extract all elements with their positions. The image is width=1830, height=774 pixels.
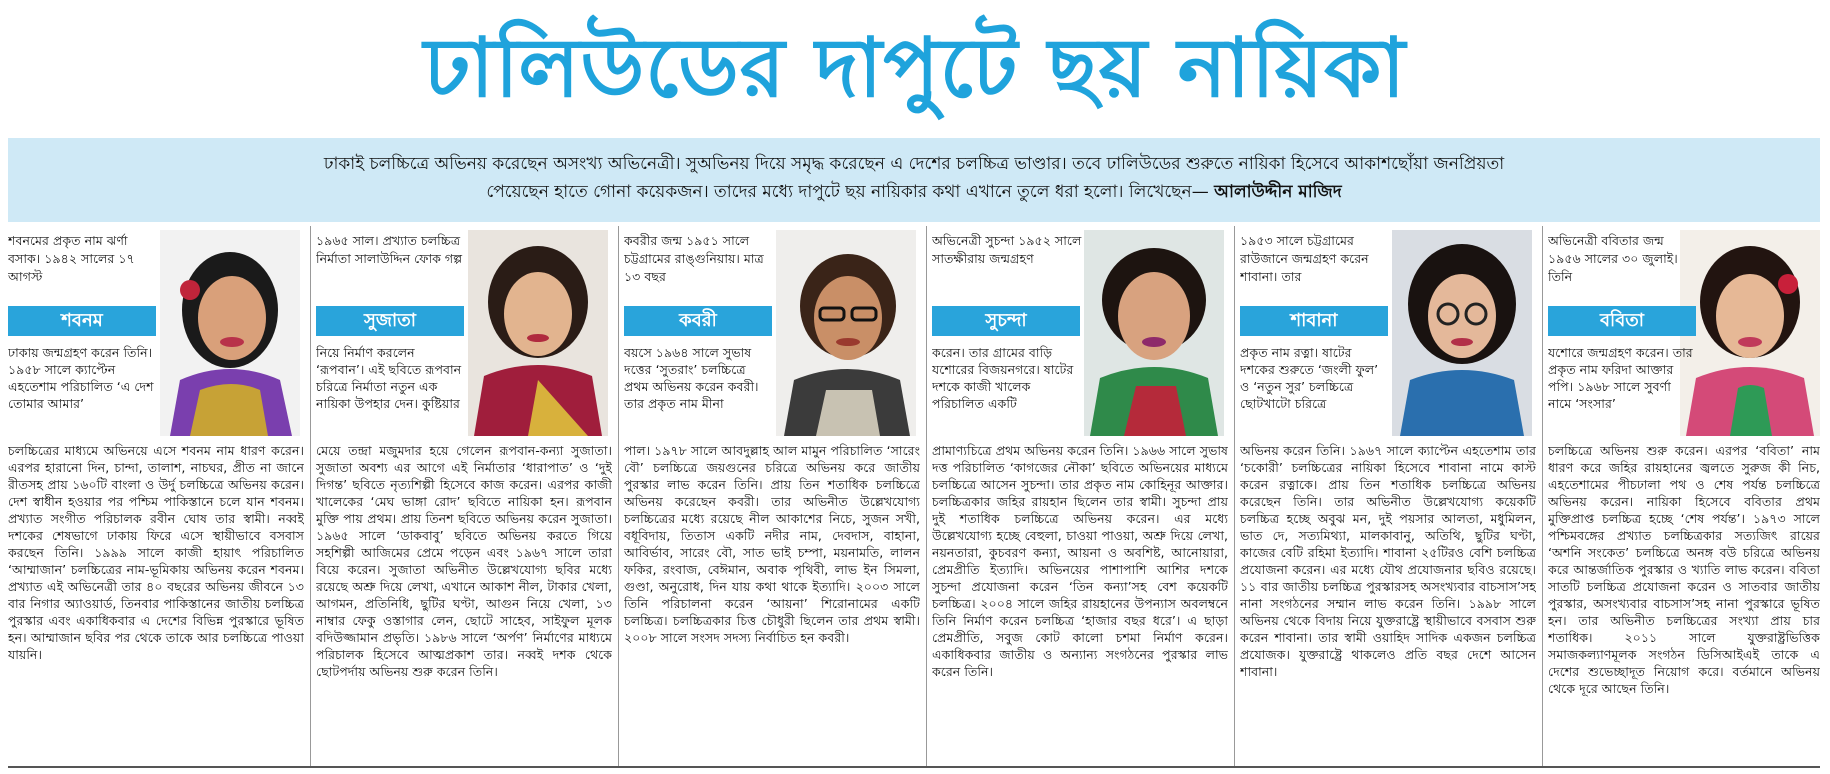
profile-body-text: চলচ্চিত্রে অভিনয় শুরু করেন। এরপর ‘ববিতা’ নাম ধারণ করে জহির রায়হানের জ্বলতে সুরুজ কী নিচ, এহতেশামের পীচঢালা পথ ও শেষ পর্যন্ত চলচ্চিত্রে অভিনয় করেন। নায়িকা হিসেবে ববিতার প্রথম মুক্তিপ্রাপ্ত চলচ্চিত্র হচ্ছে ‘শেষ পর্যন্ত’। ১৯৭৩ সালে পশ্চিমবঙ্গের প্রখ্যাত চলচ্চিত্রকার সত্যজিৎ রায়ের ‘অশনি সংকেত’ চলচ্চিত্রে অনঙ্গ বউ চরিত্রে অভিনয় করে আন্তর্জাতিক পুরস্কার ও খ্যাতি লাভ করেন। ববিতা সাতটি চলচ্চিত্র প্রযোজনা করেন ও সাতবার জাতীয় পুরস্কার, অসংখ্যবার বাচসাস’সহ নানা পুরস্কারে ভূষিত হন। তার অভিনীত চলচ্চিত্রের সংখ্যা প্রায় চার শতাধিক। ২০১১ সালে যুক্তরাষ্ট্রভিত্তিক সমাজকল্যাণমূলক সংগঠন ডিসিআইএই তাকে এ দেশের শুভেচ্ছাদূত নিয়োগ করে। বর্তমানে অভিনয় থেকে দূরে আছেন তিনি। [1548,443,1820,696]
profile-photo [776,230,916,436]
column-divider [310,226,311,766]
page-headline: ঢালিউডের দাপুটে ছয় নায়িকা [423,21,1407,116]
profile-body-text: পাল। ১৯৭৮ সালে আবদুল্লাহ আল মামুন পরিচালিত ‘সারেং বৌ’ চলচ্চিত্রে জয়গুনের চরিত্রে অভিনয় করে জাতীয় পুরস্কার লাভ করেন তিনি। প্রায় তিন শতাধিক চলচ্চিত্রে অভিনয় করেছেন কবরী। তার অভিনীত উল্লেখযোগ্য চলচ্চিত্রের মধ্যে রয়েছে নীল আকাশের নিচে, সুজন সখী, বধূবিদায়, তিতাস একটি নদীর নাম, দেবদাস, বাহানা, আবির্ভাব, সারেং বৌ, সাত ভাই চম্পা, ময়নামতি, লালন ফকির, রংবাজ, বেঈমান, অবাক পৃথিবী, লাভ ইন সিমলা, গুণ্ডা, অনুরোধ, দিন যায় কথা থাকে ইত্যাদি। ২০০৩ সালে তিনি পরিচালনা করেন ‘আয়না’ শিরোনামের একটি চলচ্চিত্র। চলচ্চিত্রকার চিত্ত চৌধুরী ছিলেন তার প্রথম স্বামী। ২০০৮ সালে সংসদ সদস্য নির্বাচিত হন কবরী। [624,443,920,645]
profile-side-text: নিয়ে নির্মাণ করলেন ‘রূপবান’। এই ছবিতে রূপবান চরিত্রে নির্মাতা নতুন এক নায়িকা উপহার দেন। কুষ্টিয়ার [316,345,462,411]
profile-column-sujata [316,226,612,766]
profile-side-text: ঢাকায় জন্মগ্রহণ করেন তিনি। ১৯৫৮ সালে ক্যাপ্টেন এহতেশাম পরিচালিত ‘এ দেশ তোমার আমার’ [8,345,154,411]
profile-name-band: সুচন্দা [932,306,1080,336]
profile-lead: ১৯৫৩ সালে চট্টগ্রামের রাউজানে জন্মগ্রহণ করেন শাবানা। তার [1240,233,1369,284]
intro-box [8,138,1820,222]
profile-column-shabnam [8,226,304,766]
profile-body-text: অভিনয় করেন তিনি। ১৯৬৭ সালে ক্যাপ্টেন এহতেশাম তার ‘চকোরী’ চলচ্চিত্রের নায়িকা হিসেবে শাবানা নামে কাস্ট করেন রত্নাকে। প্রায় তিন শতাধিক চলচ্চিত্রে অভিনয় করেছেন তিনি। তার অভিনীত উল্লেখযোগ্য কয়েকটি চলচ্চিত্র হচ্ছে অবুঝ মন, দুই পয়সার আলতা, মধুমিলন, ভাত দে, সত্যমিথ্যা, মালকাবানু, অতিথি, ছুটির ঘণ্টা, কাজের বেটি রহিমা ইত্যাদি। শাবানা ২৫টিরও বেশি চলচ্চিত্র প্রযোজনা করেন। এর মধ্যে যৌথ প্রযোজনার ছবিও রয়েছে। ১১ বার জাতীয় চলচ্চিত্র পুরস্কারসহ অসংখ্যবার বাচসাস’সহ নানা সংগঠনের সম্মান লাভ করেন তিনি। ১৯৯৮ সালে অভিনয় থেকে বিদায় নিয়ে যুক্তরাষ্ট্রে স্থায়ীভাবে বসবাস শুরু করেন শাবানা। তার স্বামী ওয়াহিদ সাদিক একজন চলচ্চিত্র প্রযোজক। যুক্তরাষ্ট্রে থাকলেও প্রতি বছর দেশে আসেন শাবানা। [1240,443,1536,679]
profile-photo [160,230,300,436]
profile-lead: অভিনেত্রী ববিতার জন্ম ১৯৫৬ সালের ৩০ জুলাই। তিনি [1548,233,1678,284]
profile-column-kabori [624,226,920,766]
profile-body [316,442,612,760]
bottom-rule [8,766,1820,768]
profile-lead: কবরীর জন্ম ১৯৫১ সালে চট্টগ্রামের রাঙ্গুনিয়ায়। মাত্র ১৩ বছর [624,233,764,284]
profile-body [1548,442,1820,760]
profile-name-band: সুজাতা [316,306,464,336]
profile-column-suchanda [932,226,1228,766]
column-divider [926,226,927,766]
profile-lead: অভিনেত্রী সুচন্দা ১৯৫২ সালে সাতক্ষীরায় জন্মগ্রহণ [932,233,1082,266]
author-name: আলাউদ্দীন মাজিদ [1214,182,1342,202]
profile-body [624,442,920,760]
profile-body-text: চলচ্চিত্রের মাধ্যমে অভিনয়ে এসে শবনম নাম ধারণ করেন। এরপর হারানো দিন, চান্দা, তালাশ, নাচঘর, প্রীত না জানে রীতসহ প্রায় ১৬০টি বাংলা ও উর্দু চলচ্চিত্রে অভিনয় করেন। দেশ স্বাধীন হওয়ার পর পশ্চিম পাকিস্তানে চলে যান শবনম। প্রখ্যাত সংগীত পরিচালক রবীন ঘোষ তার স্বামী। নব্বই দশকের শেষভাগে ঢাকায় ফিরে এসে স্থায়ীভাবে বসবাস করছেন তিনি। ১৯৯৯ সালে কাজী হায়াৎ পরিচালিত ‘আম্মাজান’ চলচ্চিত্রের নাম-ভূমিকায় অভিনয় করেন শবনম। প্রখ্যাত এই অভিনেত্রী তার ৪০ বছরের অভিনয় জীবনে ১৩ বার নিগার অ্যাওয়ার্ড, তিনবার পাকিস্তানের জাতীয় চলচ্চিত্র পুরস্কার এবং একাধিকবার এ দেশের বিভিন্ন পুরস্কারে ভূষিত হন। আম্মাজান ছবির পর থেকে তাকে আর চলচ্চিত্রে পাওয়া যায়নি। [8,443,304,662]
intro-line-1: ঢাকাই চলচ্চিত্রে অভিনয় করেছেন অসংখ্য অভিনেত্রী। সুঅভিনয় দিয়ে সমৃদ্ধ করেছেন এ দেশের চলচ্চিত্র ভাণ্ডার। তবে ঢালিউডের শুরুতে নায়িকা হিসেবে আকাশছোঁয়া জনপ্রিয়তা [323,154,1505,174]
column-divider [1234,226,1235,766]
profile-photo [468,230,608,436]
profile-name-band: ববিতা [1548,306,1696,336]
profile-name-band: কবরী [624,306,772,336]
profile-photo [1392,230,1532,436]
profile-name-band: শাবানা [1240,306,1388,336]
intro-line-2: পেয়েছেন হাতে গোনা কয়েকজন। তাদের মধ্যে দাপুটে ছয় নায়িকার কথা এখানে তুলে ধরা হলো। লিখেছেন— আলাউদ্দীন মাজিদ [486,182,1342,202]
profile-photo [1680,230,1820,436]
profile-side-text: প্রকৃত নাম রত্না। ষাটের দশকের শুরুতে ‘জংলী ফুল’ ও ‘নতুন সুর’ চলচ্চিত্রে ছোটখাটো চরিত্রে [1240,345,1379,411]
profile-side-text: যশোরে জন্মগ্রহণ করেন। তার প্রকৃত নাম ফরিদা আক্তার পপি। ১৯৬৮ সালে সুবর্ণা নামে ‘সংসার’ [1548,345,1693,411]
article-columns [8,226,1820,766]
profile-body [932,442,1228,760]
profile-column-babita [1548,226,1820,766]
profile-body-text: মেয়ে তন্দ্রা মজুমদার হয়ে গেলেন রূপবান-কন্যা সুজাতা। সুজাতা অবশ্য এর আগে এই নির্মাতার ‘ধারাপাত’ ও ‘দুই দিগন্ত’ ছবিতে নৃত্যশিল্পী হিসেবে কাজ করেন। এরপর কাজী খালেকের ‘মেঘ ভাঙ্গা রোদ’ ছবিতে নায়িকা হন। রূপবান মুক্তি পায় প্রথম। প্রায় তিনশ ছবিতে অভিনয় করেন সুজাতা। ১৯৬৫ সালে ‘ডাকবাবু’ ছবিতে অভিনয় করতে গিয়ে সহশিল্পী আজিমের প্রেমে পড়েন এবং ১৯৬৭ সালে তারা বিয়ে করেন। সুজাতা অভিনীত উল্লেখযোগ্য ছবির মধ্যে রয়েছে অশ্রু দিয়ে লেখা, এখানে আকাশ নীল, টাকার খেলা, আগমন, প্রতিনিধি, ছুটির ঘণ্টা, আগুন নিয়ে খেলা, ১৩ নাম্বার ফেকু ওস্তাগার লেন, ছোটে সাহেব, সাইফুল মূলক বদিউজ্জামান প্রভৃতি। ১৯৮৬ সালে ‘অর্পণ’ নির্মাণের মাধ্যমে পরিচালক হিসেবে আত্মপ্রকাশ তার। নব্বই দশক থেকে ছোটপর্দায় অভিনয় শুরু করেন তিনি। [316,443,612,679]
column-divider [618,226,619,766]
profile-photo [1084,230,1224,436]
profile-name-band: শবনম [8,306,156,336]
profile-lead: ১৯৬৫ সাল। প্রখ্যাত চলচ্চিত্র নির্মাতা সালাউদ্দিন ফোক গল্প [316,233,463,266]
profile-column-shabana [1240,226,1536,766]
profile-body-text: প্রামাণ্যচিত্রে প্রথম অভিনয় করেন তিনি। ১৯৬৬ সালে সুভাষ দত্ত পরিচালিত ‘কাগজের নৌকা’ ছবিতে অভিনয়ের মাধ্যমে চলচ্চিত্রে আসেন সুচন্দা। তার প্রকৃত নাম কোহিনূর আক্তার। চলচ্চিত্রকার জহির রায়হান ছিলেন তার স্বামী। সুচন্দা প্রায় দুই শতাধিক চলচ্চিত্রে অভিনয় করেন। এর মধ্যে উল্লেখযোগ্য হচ্ছে বেহুলা, চাওয়া পাওয়া, অশ্রু দিয়ে লেখা, নয়নতারা, কুচবরণ কন্যা, আয়না ও অবশিষ্ট, আনোয়ারা, প্রেমপ্রীতি ইত্যাদি। অভিনয়ের পাশাপাশি আশির দশকে সুচন্দা প্রযোজনা করেন ‘তিন কন্যা’সহ বেশ কয়েকটি চলচ্চিত্র। ২০০৪ সালে জহির রায়হানের উপন্যাস অবলম্বনে তিনি নির্মাণ করেন চলচ্চিত্র ‘হাজার বছর ধরে’। এ ছাড়া প্রেমপ্রীতি, সবুজ কোট কালো চশমা নির্মাণ করেন। একাধিকবার জাতীয় ও অন্যান্য সংগঠনের পুরস্কার লাভ করেন তিনি। [932,443,1228,679]
column-divider [1542,226,1543,766]
profile-body [8,442,304,760]
profile-body [1240,442,1536,760]
profile-lead: শবনমের প্রকৃত নাম ঝর্ণা বসাক। ১৯৪২ সালের ১৭ আগস্ট [8,233,135,284]
profile-side-text: করেন। তার গ্রামের বাড়ি যশোরের বিজয়নগরে। ষাটের দশকে কাজী খালেক পরিচালিত একটি [932,345,1074,411]
profile-side-text: বয়সে ১৯৬৪ সালে সুভাষ দত্তের ‘সুতরাং’ চলচ্চিত্রে প্রথম অভিনয় করেন কবরী। তার প্রকৃত নাম মীনা [624,345,759,411]
